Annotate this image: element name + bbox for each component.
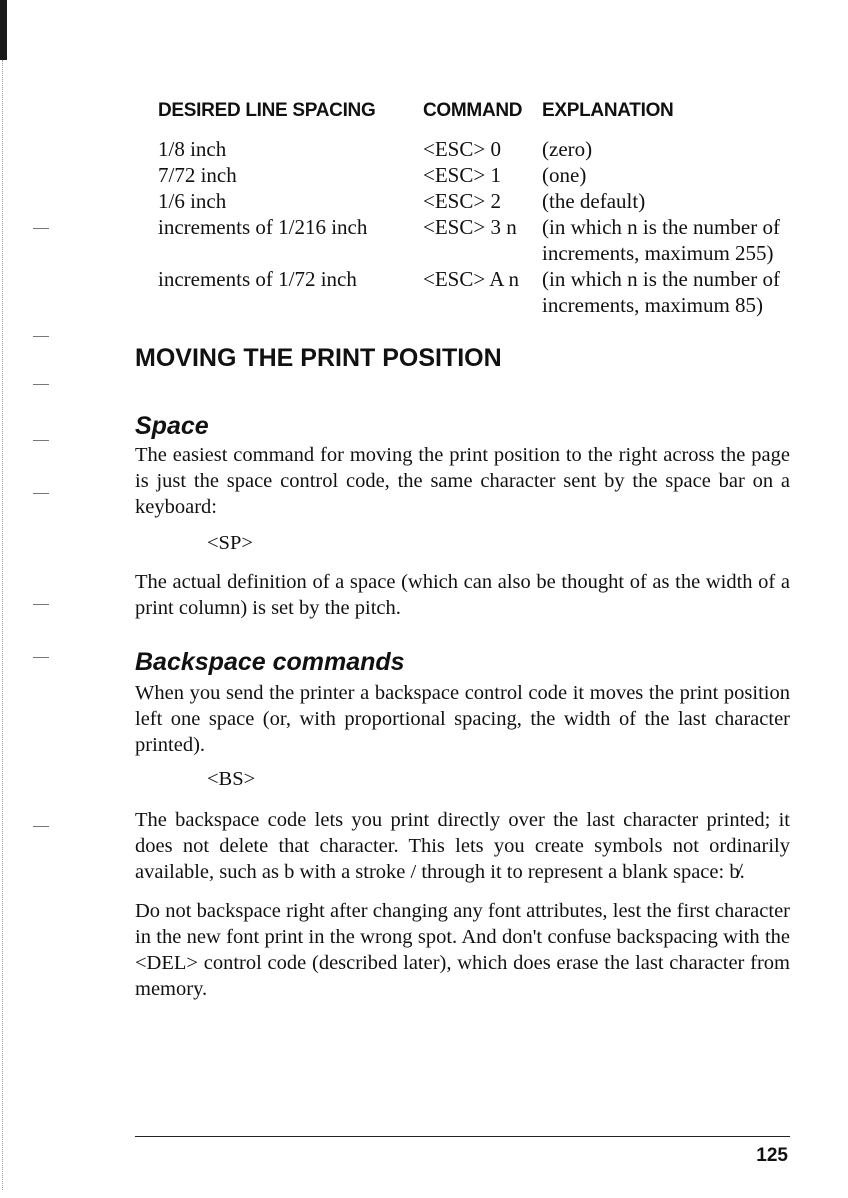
col-header-explanation: EXPLANATION <box>542 100 674 121</box>
table-cell-explanation: (in which n is the number of <box>542 267 780 291</box>
table-cell-explanation: (in which n is the number of <box>542 215 780 239</box>
footer-rule <box>135 1136 790 1137</box>
backspace-paragraph-3: Do not backspace right after changing any font attributes, lest the first character in the new font print in the wrong spot. And don't confuse backspacing with the <DEL> control code (described later), which does erase the last character from memory. <box>135 900 790 1000</box>
table-cell-explanation: (one) <box>542 163 587 187</box>
margin-mark <box>33 336 49 337</box>
table-cell-command: <ESC> 2 <box>423 189 501 213</box>
margin-mark <box>33 228 49 229</box>
margin-mark <box>33 384 49 385</box>
table-cell-spacing: 1/8 inch <box>158 137 227 161</box>
table-cell-spacing: increments of 1/72 inch <box>158 267 357 291</box>
space-code: <SP> <box>207 532 253 554</box>
backspace-code: <BS> <box>207 768 256 790</box>
section-title: MOVING THE PRINT POSITION <box>135 344 502 372</box>
table-cell-command: <ESC> 3 n <box>423 215 517 239</box>
table-cell-spacing: 7/72 inch <box>158 163 237 187</box>
table-cell-command: <ESC> 0 <box>423 137 501 161</box>
space-paragraph-1: The easiest command for moving the print position to the right across the page is just the space control code, the same character sent by the space bar on a keyboard: <box>135 444 790 518</box>
backspace-paragraph-1: When you send the printer a backspace control code it moves the print position left one space (or, with proportional spacing, the width of the last character printed). <box>135 682 790 756</box>
col-header-spacing: DESIRED LINE SPACING <box>158 100 376 121</box>
table-cell-spacing: 1/6 inch <box>158 189 227 213</box>
table-cell-explanation-cont: increments, maximum 255) <box>542 241 774 265</box>
table-cell-explanation-cont: increments, maximum 85) <box>542 293 764 317</box>
table-cell-command: <ESC> A n <box>423 267 520 291</box>
page-number: 125 <box>756 1145 788 1166</box>
backspace-heading: Backspace commands <box>135 648 405 676</box>
margin-mark <box>33 826 49 827</box>
table-cell-explanation: (the default) <box>542 189 646 213</box>
scan-binding-dots <box>2 60 4 1190</box>
margin-mark <box>33 657 49 658</box>
backspace-paragraph-2: The backspace code lets you print directly over the last character printed; it does not delete that character. This lets you create symbols not ordinarily available, such as b with a stroke / through it to represent a blank space: b̸. <box>135 809 790 883</box>
table-cell-spacing: increments of 1/216 inch <box>158 215 368 239</box>
table-cell-explanation: (zero) <box>542 137 593 161</box>
table-cell-command: <ESC> 1 <box>423 163 501 187</box>
margin-mark <box>33 440 49 441</box>
scan-edge-mark <box>0 0 7 60</box>
space-paragraph-2: The actual definition of a space (which can also be thought of as the width of a print column) is set by the pitch. <box>135 571 790 619</box>
space-heading: Space <box>135 412 209 440</box>
margin-mark <box>33 493 49 494</box>
margin-mark <box>33 604 49 605</box>
col-header-command: COMMAND <box>423 100 523 121</box>
